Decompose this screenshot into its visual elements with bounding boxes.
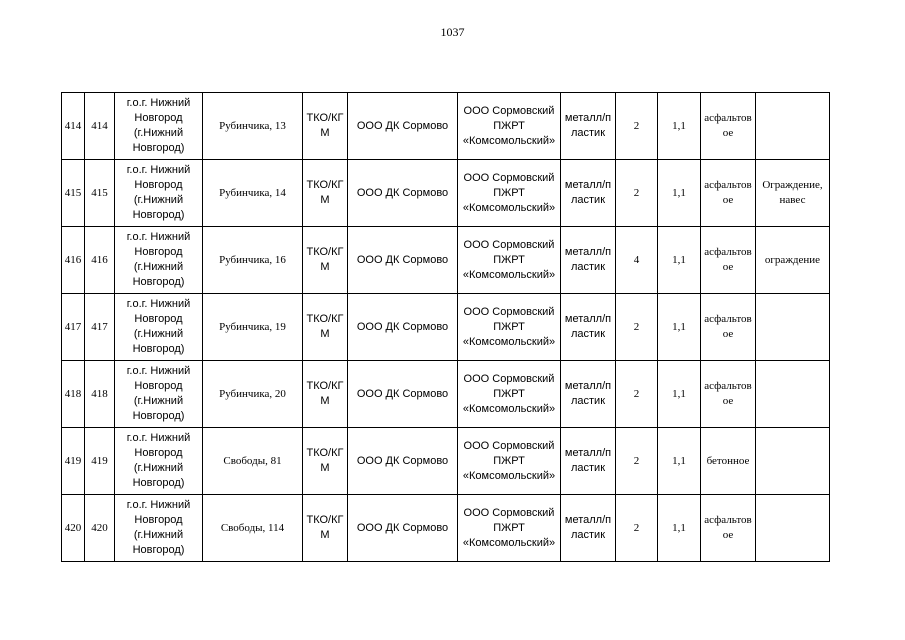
operator-cell: ООО Сормовский ПЖРТ «Комсомольский» [458,361,561,428]
surface-cell: асфальтовое [701,160,756,227]
row-number-cell: 416 [62,227,85,294]
material-cell: металл/пластик [561,294,616,361]
site-id-cell: 415 [85,160,115,227]
row-number-cell: 419 [62,428,85,495]
address-cell: Рубинчика, 19 [203,294,303,361]
surface-cell: асфальтовое [701,93,756,160]
container-count-cell: 2 [616,495,658,562]
waste-type-cell: ТКО/КГМ [303,227,348,294]
container-count-cell: 2 [616,160,658,227]
table-row [62,428,830,495]
site-id-cell: 420 [85,495,115,562]
table-row [62,93,830,160]
extras-cell [756,495,830,562]
container-count-cell: 2 [616,294,658,361]
row-number-cell: 418 [62,361,85,428]
operator-cell: ООО Сормовский ПЖРТ «Комсомольский» [458,160,561,227]
address-cell: Рубинчика, 13 [203,93,303,160]
waste-type-cell: ТКО/КГМ [303,495,348,562]
waste-type-cell: ТКО/КГМ [303,294,348,361]
table-row [62,495,830,562]
container-count-cell: 2 [616,428,658,495]
site-id-cell: 417 [85,294,115,361]
address-cell: Рубинчика, 16 [203,227,303,294]
waste-type-cell: ТКО/КГМ [303,428,348,495]
row-number-cell: 420 [62,495,85,562]
waste-type-cell: ТКО/КГМ [303,93,348,160]
material-cell: металл/пластик [561,93,616,160]
row-number-cell: 417 [62,294,85,361]
operator-cell: ООО Сормовский ПЖРТ «Комсомольский» [458,227,561,294]
owner-cell: ООО ДК Сормово [348,294,458,361]
municipality-cell: г.о.г. Нижний Новгород (г.Нижний Новгород) [115,495,203,562]
container-count-cell: 2 [616,93,658,160]
owner-cell: ООО ДК Сормово [348,227,458,294]
page-number: 1037 [440,25,465,39]
surface-cell: асфальтовое [701,361,756,428]
site-id-cell: 419 [85,428,115,495]
material-cell: металл/пластик [561,428,616,495]
surface-cell: асфальтовое [701,495,756,562]
municipality-cell: г.о.г. Нижний Новгород (г.Нижний Новгород) [115,160,203,227]
municipality-cell: г.о.г. Нижний Новгород (г.Нижний Новгород) [115,428,203,495]
volume-cell: 1,1 [658,361,701,428]
municipality-cell: г.о.г. Нижний Новгород (г.Нижний Новгород) [115,227,203,294]
extras-cell [756,428,830,495]
extras-cell [756,294,830,361]
material-cell: металл/пластик [561,361,616,428]
volume-cell: 1,1 [658,428,701,495]
table-row [62,160,830,227]
volume-cell: 1,1 [658,160,701,227]
address-cell: Рубинчика, 20 [203,361,303,428]
registry-table-body [62,93,830,562]
registry-table [61,92,830,562]
material-cell: металл/пластик [561,227,616,294]
surface-cell: бетонное [701,428,756,495]
site-id-cell: 416 [85,227,115,294]
table-row [62,227,830,294]
owner-cell: ООО ДК Сормово [348,361,458,428]
operator-cell: ООО Сормовский ПЖРТ «Комсомольский» [458,428,561,495]
table-row [62,294,830,361]
extras-cell: ограждение [756,227,830,294]
owner-cell: ООО ДК Сормово [348,160,458,227]
container-count-cell: 2 [616,361,658,428]
operator-cell: ООО Сормовский ПЖРТ «Комсомольский» [458,294,561,361]
operator-cell: ООО Сормовский ПЖРТ «Комсомольский» [458,495,561,562]
surface-cell: асфальтовое [701,294,756,361]
address-cell: Свободы, 114 [203,495,303,562]
municipality-cell: г.о.г. Нижний Новгород (г.Нижний Новгород) [115,361,203,428]
owner-cell: ООО ДК Сормово [348,495,458,562]
owner-cell: ООО ДК Сормово [348,428,458,495]
extras-cell [756,361,830,428]
address-cell: Свободы, 81 [203,428,303,495]
waste-type-cell: ТКО/КГМ [303,160,348,227]
owner-cell: ООО ДК Сормово [348,93,458,160]
volume-cell: 1,1 [658,495,701,562]
row-number-cell: 415 [62,160,85,227]
volume-cell: 1,1 [658,294,701,361]
extras-cell: Ограждение, навес [756,160,830,227]
table-row [62,361,830,428]
municipality-cell: г.о.г. Нижний Новгород (г.Нижний Новгород) [115,93,203,160]
waste-type-cell: ТКО/КГМ [303,361,348,428]
row-number-cell: 414 [62,93,85,160]
container-count-cell: 4 [616,227,658,294]
municipality-cell: г.о.г. Нижний Новгород (г.Нижний Новгород) [115,294,203,361]
volume-cell: 1,1 [658,93,701,160]
surface-cell: асфальтовое [701,227,756,294]
site-id-cell: 414 [85,93,115,160]
volume-cell: 1,1 [658,227,701,294]
material-cell: металл/пластик [561,495,616,562]
operator-cell: ООО Сормовский ПЖРТ «Комсомольский» [458,93,561,160]
material-cell: металл/пластик [561,160,616,227]
address-cell: Рубинчика, 14 [203,160,303,227]
site-id-cell: 418 [85,361,115,428]
extras-cell [756,93,830,160]
